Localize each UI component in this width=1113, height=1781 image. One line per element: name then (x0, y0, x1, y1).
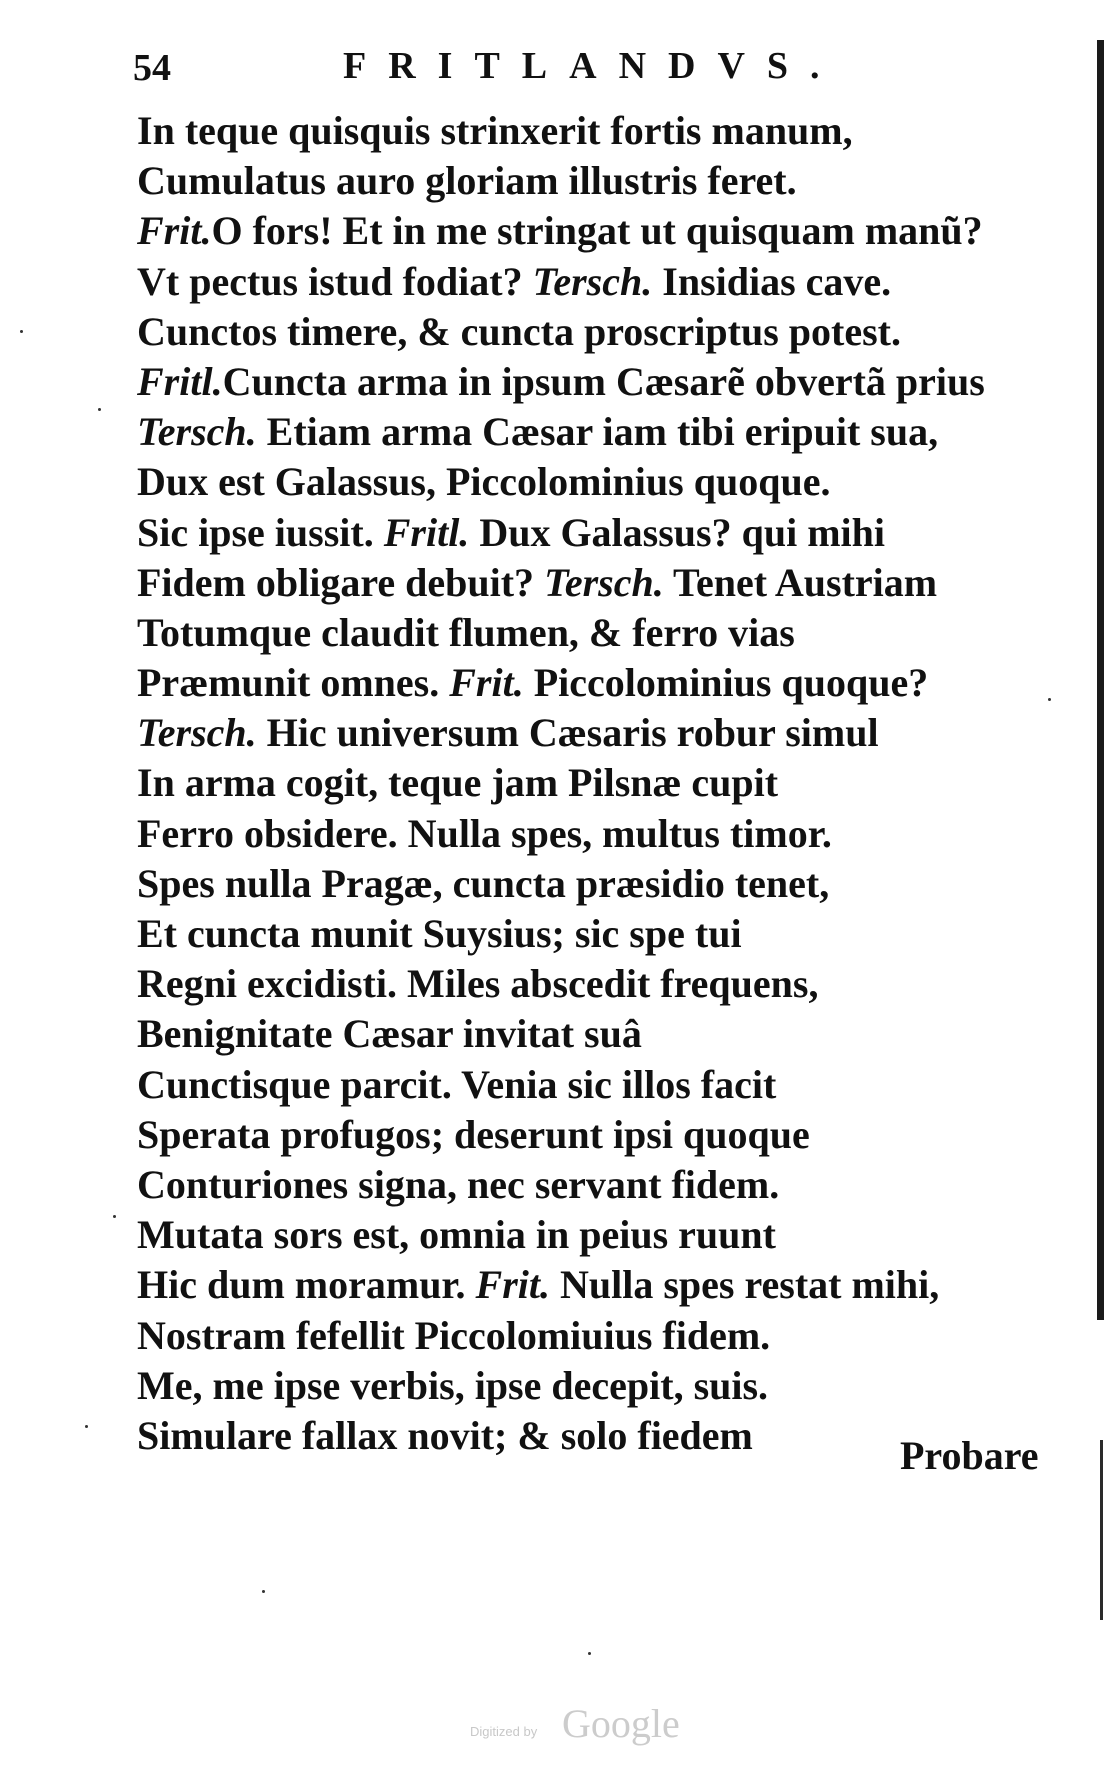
verse-text-segment: Regni excidisti. Miles abscedit frequens, (137, 961, 819, 1007)
verse-text-segment: Insidias cave. (652, 258, 892, 304)
verse-line (137, 959, 1077, 1009)
verse-text-segment: Mutata sors est, omnia in peius ruunt (137, 1212, 776, 1258)
speaker-label: Tersch. (532, 258, 653, 304)
verse-text-segment: Tenet Austriam (663, 559, 938, 605)
verse-line (137, 106, 1077, 156)
verse-text-segment: In teque quisquis strinxerit fortis manum, (137, 108, 853, 153)
verse-text-segment: Hic universum Cæsaris robur simul (256, 710, 879, 756)
verse-line (137, 809, 1077, 859)
verse-text-segment: Dux Galassus? qui mihi (469, 509, 886, 555)
verse-text-segment: Spes nulla Pragæ, cuncta præsidio tenet, (137, 860, 830, 906)
verse-text-segment: Ferro obsidere. Nulla spes, multus timor. (137, 810, 832, 856)
verse-line (137, 708, 1077, 758)
speck (588, 1652, 591, 1655)
verse-text (137, 106, 1077, 1461)
verse-text-segment: Nostram fefellit Piccolomiuius fidem. (137, 1312, 771, 1358)
verse-text-segment: Me, me ipse verbis, ipse decepit, suis. (137, 1362, 769, 1408)
verse-text-segment: Piccolominius quoque? (523, 660, 929, 706)
verse-line (137, 257, 1077, 307)
verse-line (137, 1110, 1077, 1160)
verse-text-segment: O fors! Et in me stringat ut quisquam manũ? (211, 208, 983, 254)
speaker-label: Fritl. (383, 509, 470, 555)
digitized-watermark (470, 1700, 700, 1750)
verse-line (137, 457, 1077, 507)
verse-line (137, 1160, 1077, 1210)
verse-line (137, 909, 1077, 959)
verse-text-segment: Sic ipse iussit. (137, 509, 384, 555)
verse-line (137, 307, 1077, 357)
verse-line (137, 608, 1077, 658)
verse-line (137, 758, 1077, 808)
verse-text-segment: Benignitate Cæsar invitat suâ (137, 1011, 642, 1057)
watermark-google-logo: Google (562, 1701, 680, 1746)
verse-line (137, 407, 1077, 457)
verse-line (137, 658, 1077, 708)
verse-text-segment: Fidem obligare debuit? (137, 559, 545, 605)
catchword: Probare (900, 1433, 1039, 1478)
page-number: 54 (133, 47, 171, 89)
verse-text-segment: Conturiones signa, nec servant fidem. (137, 1161, 780, 1207)
speck (20, 330, 23, 333)
verse-line (137, 156, 1077, 206)
verse-line (137, 1260, 1077, 1310)
page-edge-shadow (1097, 40, 1104, 1320)
speaker-label: Tersch. (137, 710, 257, 756)
verse-text-segment: Dux est Galassus, Piccolominius quoque. (137, 459, 831, 505)
watermark-digitized-text: Digitized by (470, 1724, 538, 1739)
verse-line (137, 508, 1077, 558)
page-header (133, 38, 842, 98)
speck (85, 1425, 88, 1428)
speck (262, 1590, 265, 1593)
verse-text-segment: Hic dum moramur. (137, 1262, 476, 1308)
verse-line (137, 1009, 1077, 1059)
verse-line (137, 357, 1077, 407)
speck (1048, 698, 1051, 701)
speaker-label: Frit. (475, 1262, 550, 1308)
verse-text-segment: Præmunit omnes. (137, 660, 450, 706)
verse-line (137, 1210, 1077, 1260)
verse-line (137, 1311, 1077, 1361)
verse-text-segment: Totumque claudit flumen, & ferro vias (137, 609, 795, 655)
verse-line (137, 859, 1077, 909)
speaker-label: Frit. (449, 660, 524, 706)
verse-text-segment: Cumulatus auro gloriam illustris feret. (137, 158, 797, 204)
speaker-label: Fritl. (137, 358, 223, 404)
running-title: FRITLANDVS. (343, 45, 842, 87)
verse-text-segment: Vt pectus istud fodiat? (137, 258, 533, 304)
speaker-label: Tersch. (137, 409, 257, 455)
verse-text-segment: Etiam arma Cæsar iam tibi eripuit sua, (256, 409, 939, 455)
verse-text-segment: Cunctos timere, & cuncta proscriptus potest. (137, 308, 902, 354)
verse-line (137, 558, 1077, 608)
verse-text-segment: Cunctisque parcit. Venia sic illos facit (137, 1061, 777, 1107)
verse-line (137, 1361, 1077, 1411)
page-edge-shadow-lower (1100, 1440, 1103, 1620)
verse-text-segment: Sperata profugos; deserunt ipsi quoque (137, 1111, 810, 1157)
verse-text-segment: Nulla spes restat mihi, (550, 1262, 940, 1308)
verse-line (137, 206, 1077, 256)
verse-line (137, 1060, 1077, 1110)
verse-text-segment: Simulare fallax novit; & solo fiedem (137, 1412, 753, 1458)
verse-text-segment: In arma cogit, teque jam Pilsnæ cupit (137, 760, 779, 806)
verse-text-segment: Et cuncta munit Suysius; sic spe tui (137, 911, 742, 956)
verse-text-segment: Cuncta arma in ipsum Cæsarẽ obvertã prius (222, 358, 985, 404)
speck (113, 1215, 116, 1218)
speaker-label: Tersch. (544, 559, 664, 605)
speck (98, 408, 101, 411)
speaker-label: Frit. (137, 208, 212, 254)
